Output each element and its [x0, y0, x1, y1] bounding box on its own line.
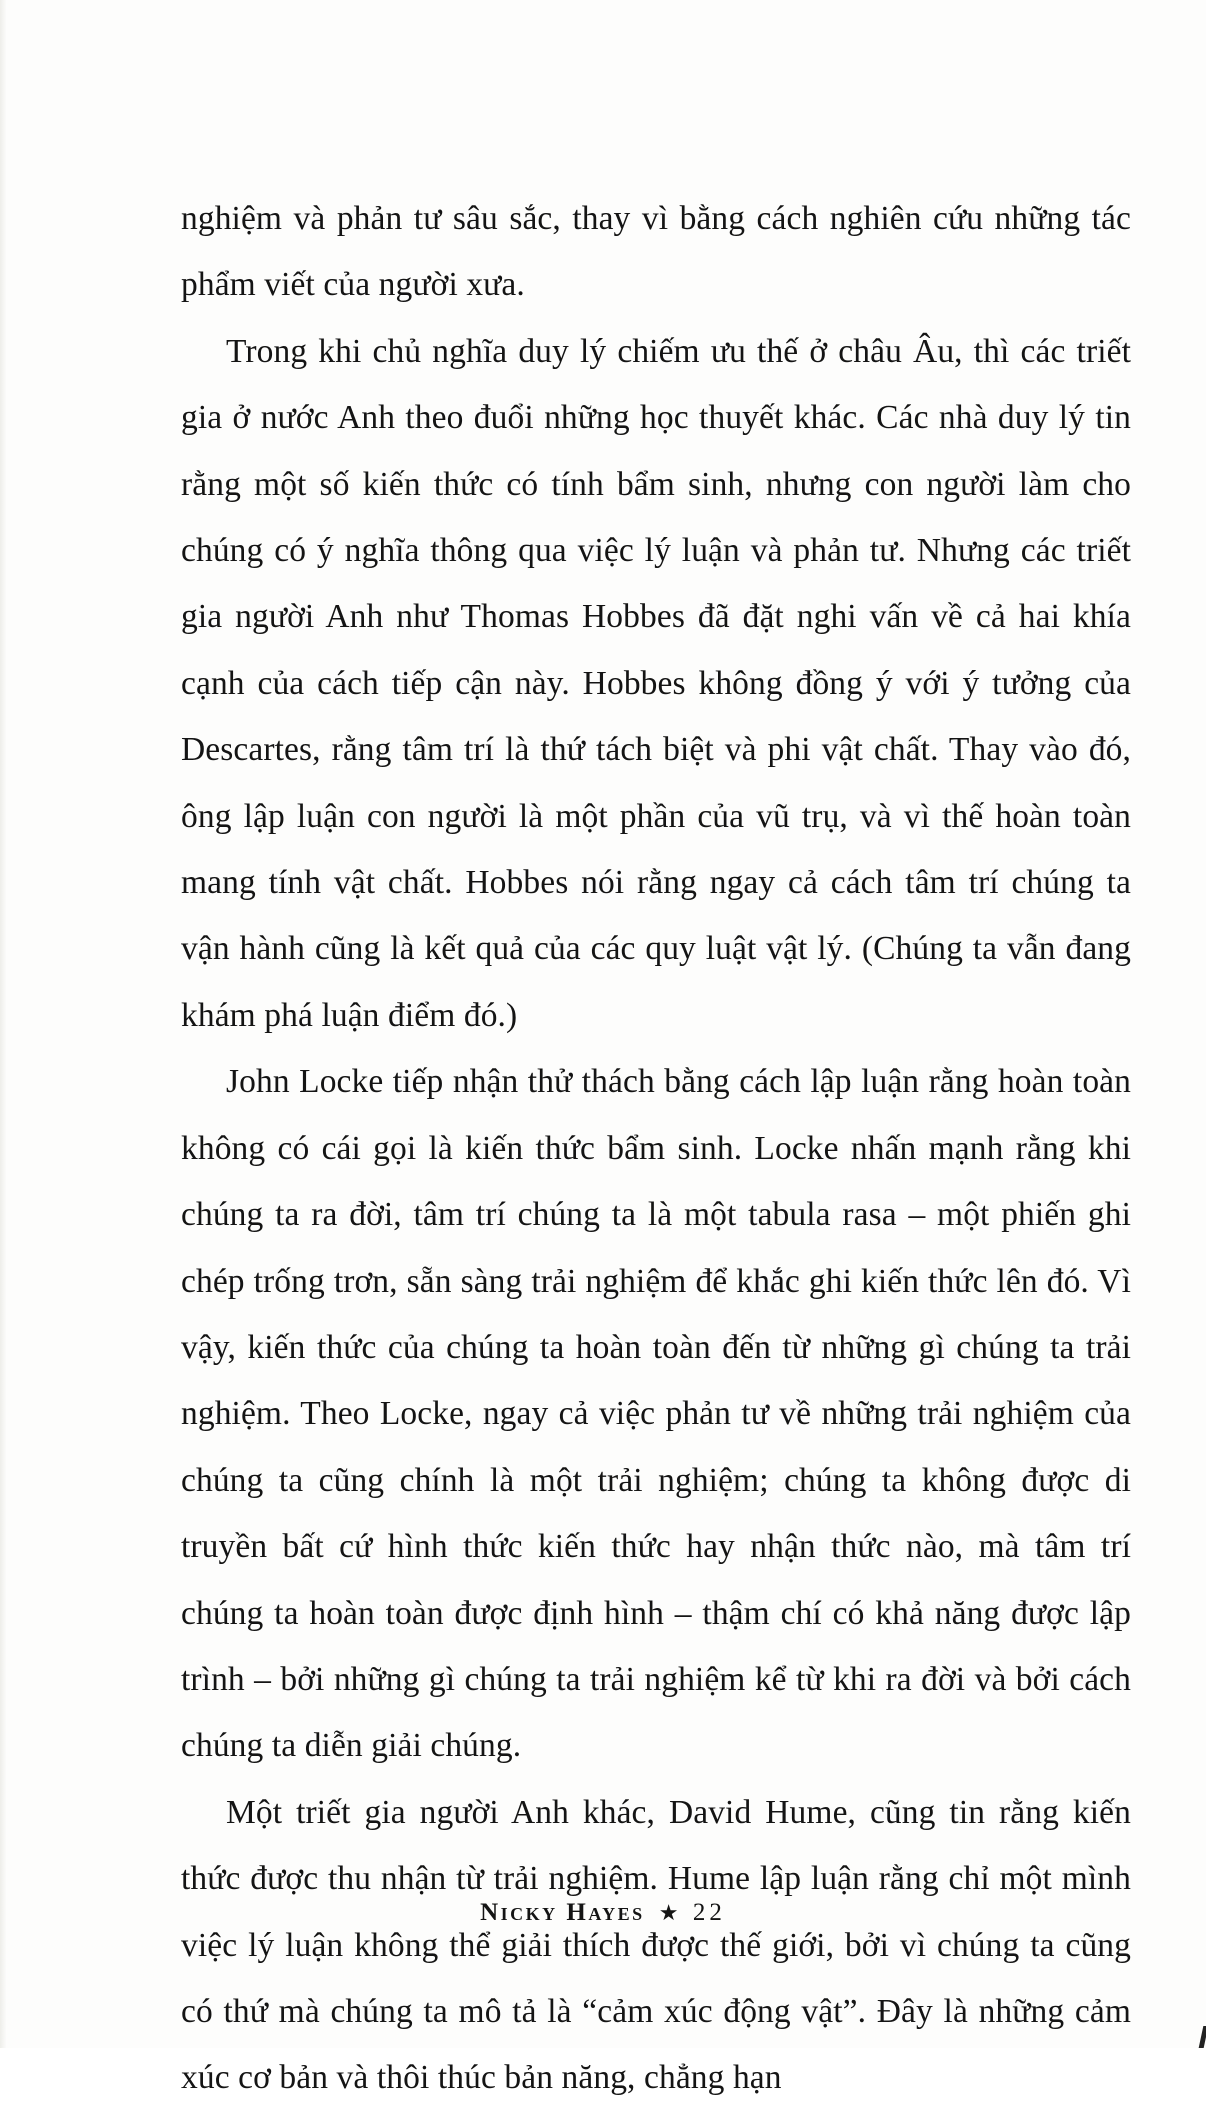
paragraph-john-locke: John Locke tiếp nhận thử thách bằng cách lập luận rằng hoàn toàn không có cái gọi là kiến thức bẩm sinh. Locke nhấn mạnh rằng khi chúng ta ra đời, tâm trí chúng ta là một tabula rasa – một phiến ghi chép trống trơn, sẵn sàng trải nghiệm để khắc ghi kiến thức lên đó. Vì vậy, kiến thức của chúng ta hoàn toàn đến từ những gì chúng ta trải nghiệm. Theo Locke, ngay cả việc phản tư về những trải nghiệm của chúng ta cũng chính là một trải nghiệm; chúng ta không được di truyền bất cứ hình thức kiến thức hay nhận thức nào, mà tâm trí chúng ta hoàn toàn được định hình – thậm chí có khả năng được lập trình – bởi những gì chúng ta trải nghiệm kể từ khi ra đời và bởi cách chúng ta diễn giải chúng.: [181, 1063, 1131, 1765]
paragraph-rationalism-hobbes: Trong khi chủ nghĩa duy lý chiếm ưu thế ở châu Âu, thì các triết gia ở nước Anh theo đuổi những học thuyết khác. Các nhà duy lý tin rằng một số kiến thức có tính bẩm sinh, nhưng con người làm cho chúng có ý nghĩa thông qua việc lý luận và phản tư. Nhưng các triết gia người Anh như Thomas Hobbes đã đặt nghi vấn về cả hai khía cạnh của cách tiếp cận này. Hobbes không đồng ý với ý tưởng của Descartes, rằng tâm trí là thứ tách biệt và phi vật chất. Thay vào đó, ông lập luận con người là một phần của vũ trụ, và vì thế hoàn toàn mang tính vật chất. Hobbes nói rằng ngay cả cách tâm trí chúng ta vận hành cũng là kết quả của các quy luật vật lý. (Chúng ta vẫn đang khám phá luận điểm đó.): [181, 332, 1131, 1034]
paragraph-continuation: nghiệm và phản tư sâu sắc, thay vì bằng cách nghiên cứu những tác phẩm viết của người xưa.: [181, 200, 1131, 304]
page-footer: [0, 1899, 1206, 1927]
page-corner-mark: [1199, 2026, 1206, 2048]
paragraph-david-hume: Một triết gia người Anh khác, David Hume, cũng tin rằng kiến thức được thu nhận từ trải nghiệm. Hume lập luận rằng chỉ một mình việc lý luận không thể giải thích được thế giới, bởi vì chúng ta cũng có thứ mà chúng ta mô tả là “cảm xúc động vật”. Đây là những cảm xúc cơ bản và thôi thúc bản năng, chẳng hạn: [181, 1793, 1131, 2097]
star-icon: ★: [658, 1900, 681, 1925]
page-left-edge-shadow: [0, 0, 6, 2048]
book-page-body: [181, 186, 1131, 2112]
footer-author-name: Nicky Hayes: [480, 1899, 645, 1926]
page-number: 22: [692, 1899, 726, 1926]
